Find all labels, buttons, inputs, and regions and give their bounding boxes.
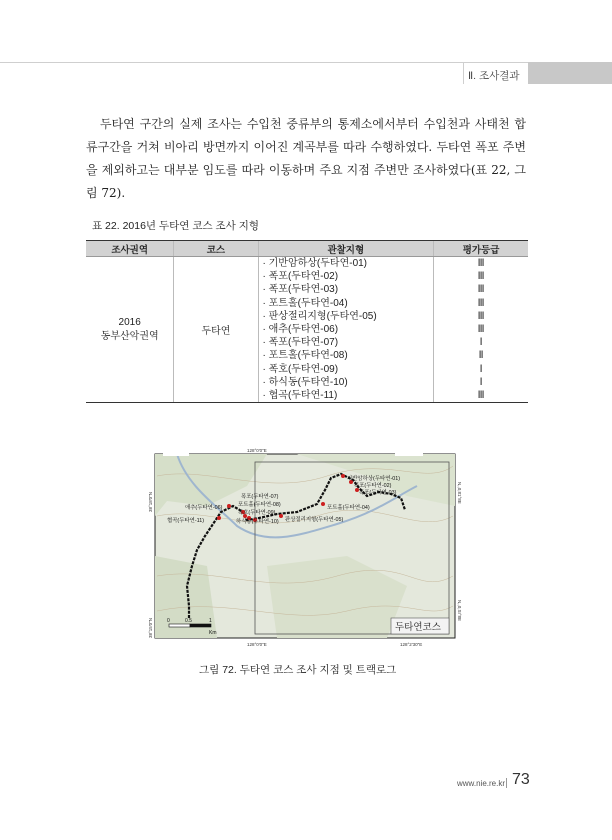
- chapter-tab: [528, 62, 612, 84]
- area-name: 동부산악권역: [100, 330, 159, 342]
- grade-item: Ⅲ: [477, 310, 485, 322]
- table-row: [86, 257, 528, 403]
- body-text: [86, 113, 526, 205]
- header-site: 관찰지형: [258, 241, 434, 257]
- site-item: · 하식동(두타연-10): [262, 376, 348, 388]
- page-number: 73: [512, 771, 530, 788]
- grade-item: Ⅲ: [477, 258, 485, 269]
- site-item: · 폭포(두타연-03): [262, 284, 339, 296]
- grade-item: Ⅲ: [477, 271, 485, 283]
- table-header-row: [86, 241, 528, 257]
- header-course: 코스: [174, 241, 258, 257]
- site-item: · 기반암하상(두타연-01): [262, 258, 368, 269]
- site-item: · 폭포(두타연-02): [262, 271, 339, 283]
- coord-bottom-right: 128°2'30"E: [400, 642, 423, 647]
- survey-table: [86, 240, 528, 403]
- survey-point-05: [279, 514, 283, 518]
- label-01: 기반암하상(두타연-01): [347, 476, 401, 482]
- course-map: [147, 446, 463, 648]
- grade-item: Ⅲ: [477, 323, 485, 335]
- chapter-title: Ⅱ. 조사결과: [468, 70, 520, 82]
- label-09: 폭호(두타연-09): [238, 510, 276, 516]
- grade-item: Ⅱ: [478, 350, 484, 362]
- site-item: · 판상절리지형(두타연-05): [262, 310, 377, 322]
- grade-item: Ⅲ: [477, 284, 485, 296]
- label-06: 애추(두타연-06): [185, 505, 223, 511]
- survey-point-11: [217, 516, 221, 520]
- site-item: · 포트홀(두타연-04): [262, 297, 348, 309]
- coord-left-bottom: 38°15'0"N: [148, 617, 153, 638]
- area-cell: [86, 257, 174, 403]
- label-07: 폭포(두타연-07): [241, 494, 279, 500]
- label-04: 포트홀(두타연-04): [327, 505, 370, 511]
- grid-strip: [163, 448, 189, 456]
- site-item: · 폭포(두타연-07): [262, 337, 339, 349]
- site-item: · 애추(두타연-06): [262, 323, 339, 335]
- coord-bottom-left: 128°0'0"E: [247, 642, 267, 647]
- header-rule: [463, 62, 464, 84]
- coord-right-bottom: N,,0,SI°8E: [457, 600, 462, 622]
- site-cell: [258, 257, 434, 403]
- scale-unit: Km: [209, 630, 217, 636]
- table-caption: 표 22. 2016년 두타연 코스 조사 지형: [92, 220, 260, 232]
- map-title: 두타연코스: [395, 622, 441, 633]
- body-paragraph: 두타연 구간의 실제 조사는 수입천 중류부의 통제소에서부터 수입천과 사태천 합류구간을 거쳐 비아리 방면까지 이어진 계곡부를 따라 수행하였다. 두타연 폭포 주변을 제외하고는 대부분 임도를 따라 이동하며 주요 지점 주변만 조사하였다(표 22, 그림 72).: [86, 117, 526, 200]
- site-item: · 폭호(두타연-09): [262, 363, 339, 375]
- label-03: 폭포(두타연-03): [359, 490, 397, 496]
- scale-label-05: 0.5: [185, 618, 192, 624]
- grade-cell: [434, 257, 528, 403]
- survey-point-04: [321, 502, 325, 506]
- label-02: 폭포(두타연-02): [354, 483, 392, 489]
- label-08: 포트홀(두타연-08): [238, 502, 281, 508]
- site-item: · 포트홀(두타연-08): [262, 350, 348, 362]
- coord-right-top: N,,0,81°8E: [457, 482, 462, 504]
- footer-separator: [506, 778, 507, 788]
- label-05: 판상절리지형(두타연-05): [285, 517, 344, 523]
- label-10: 하식동(두타연-10): [236, 519, 279, 525]
- coord-top-left: 128°0'0"E: [247, 448, 267, 453]
- grade-item: Ⅰ: [479, 337, 483, 349]
- label-11: 협곡(두타연-11): [167, 518, 205, 524]
- header-grade: 평가등급: [434, 241, 528, 257]
- scale-label-1: 1: [209, 618, 212, 624]
- header-area: 조사권역: [86, 241, 174, 257]
- grade-item: Ⅰ: [479, 363, 483, 375]
- site-item: · 협곡(두타연-11): [262, 389, 338, 401]
- grade-item: Ⅰ: [479, 376, 483, 388]
- footer-url: www.nie.re.kr: [457, 779, 506, 788]
- course-cell: 두타연: [174, 257, 258, 403]
- area-year: 2016: [118, 316, 141, 328]
- grade-item: Ⅲ: [477, 389, 485, 401]
- grade-item: Ⅲ: [477, 297, 485, 309]
- survey-point-06: [227, 504, 231, 508]
- scale-label-0: 0: [167, 618, 170, 624]
- header-line: [0, 62, 612, 63]
- survey-point-01: [341, 474, 345, 478]
- grid-strip: [395, 448, 423, 456]
- coord-left-top: 38°18'0"N: [148, 491, 153, 512]
- map-caption: 그림 72. 두타연 코스 조사 지점 및 트랙로그: [199, 664, 397, 676]
